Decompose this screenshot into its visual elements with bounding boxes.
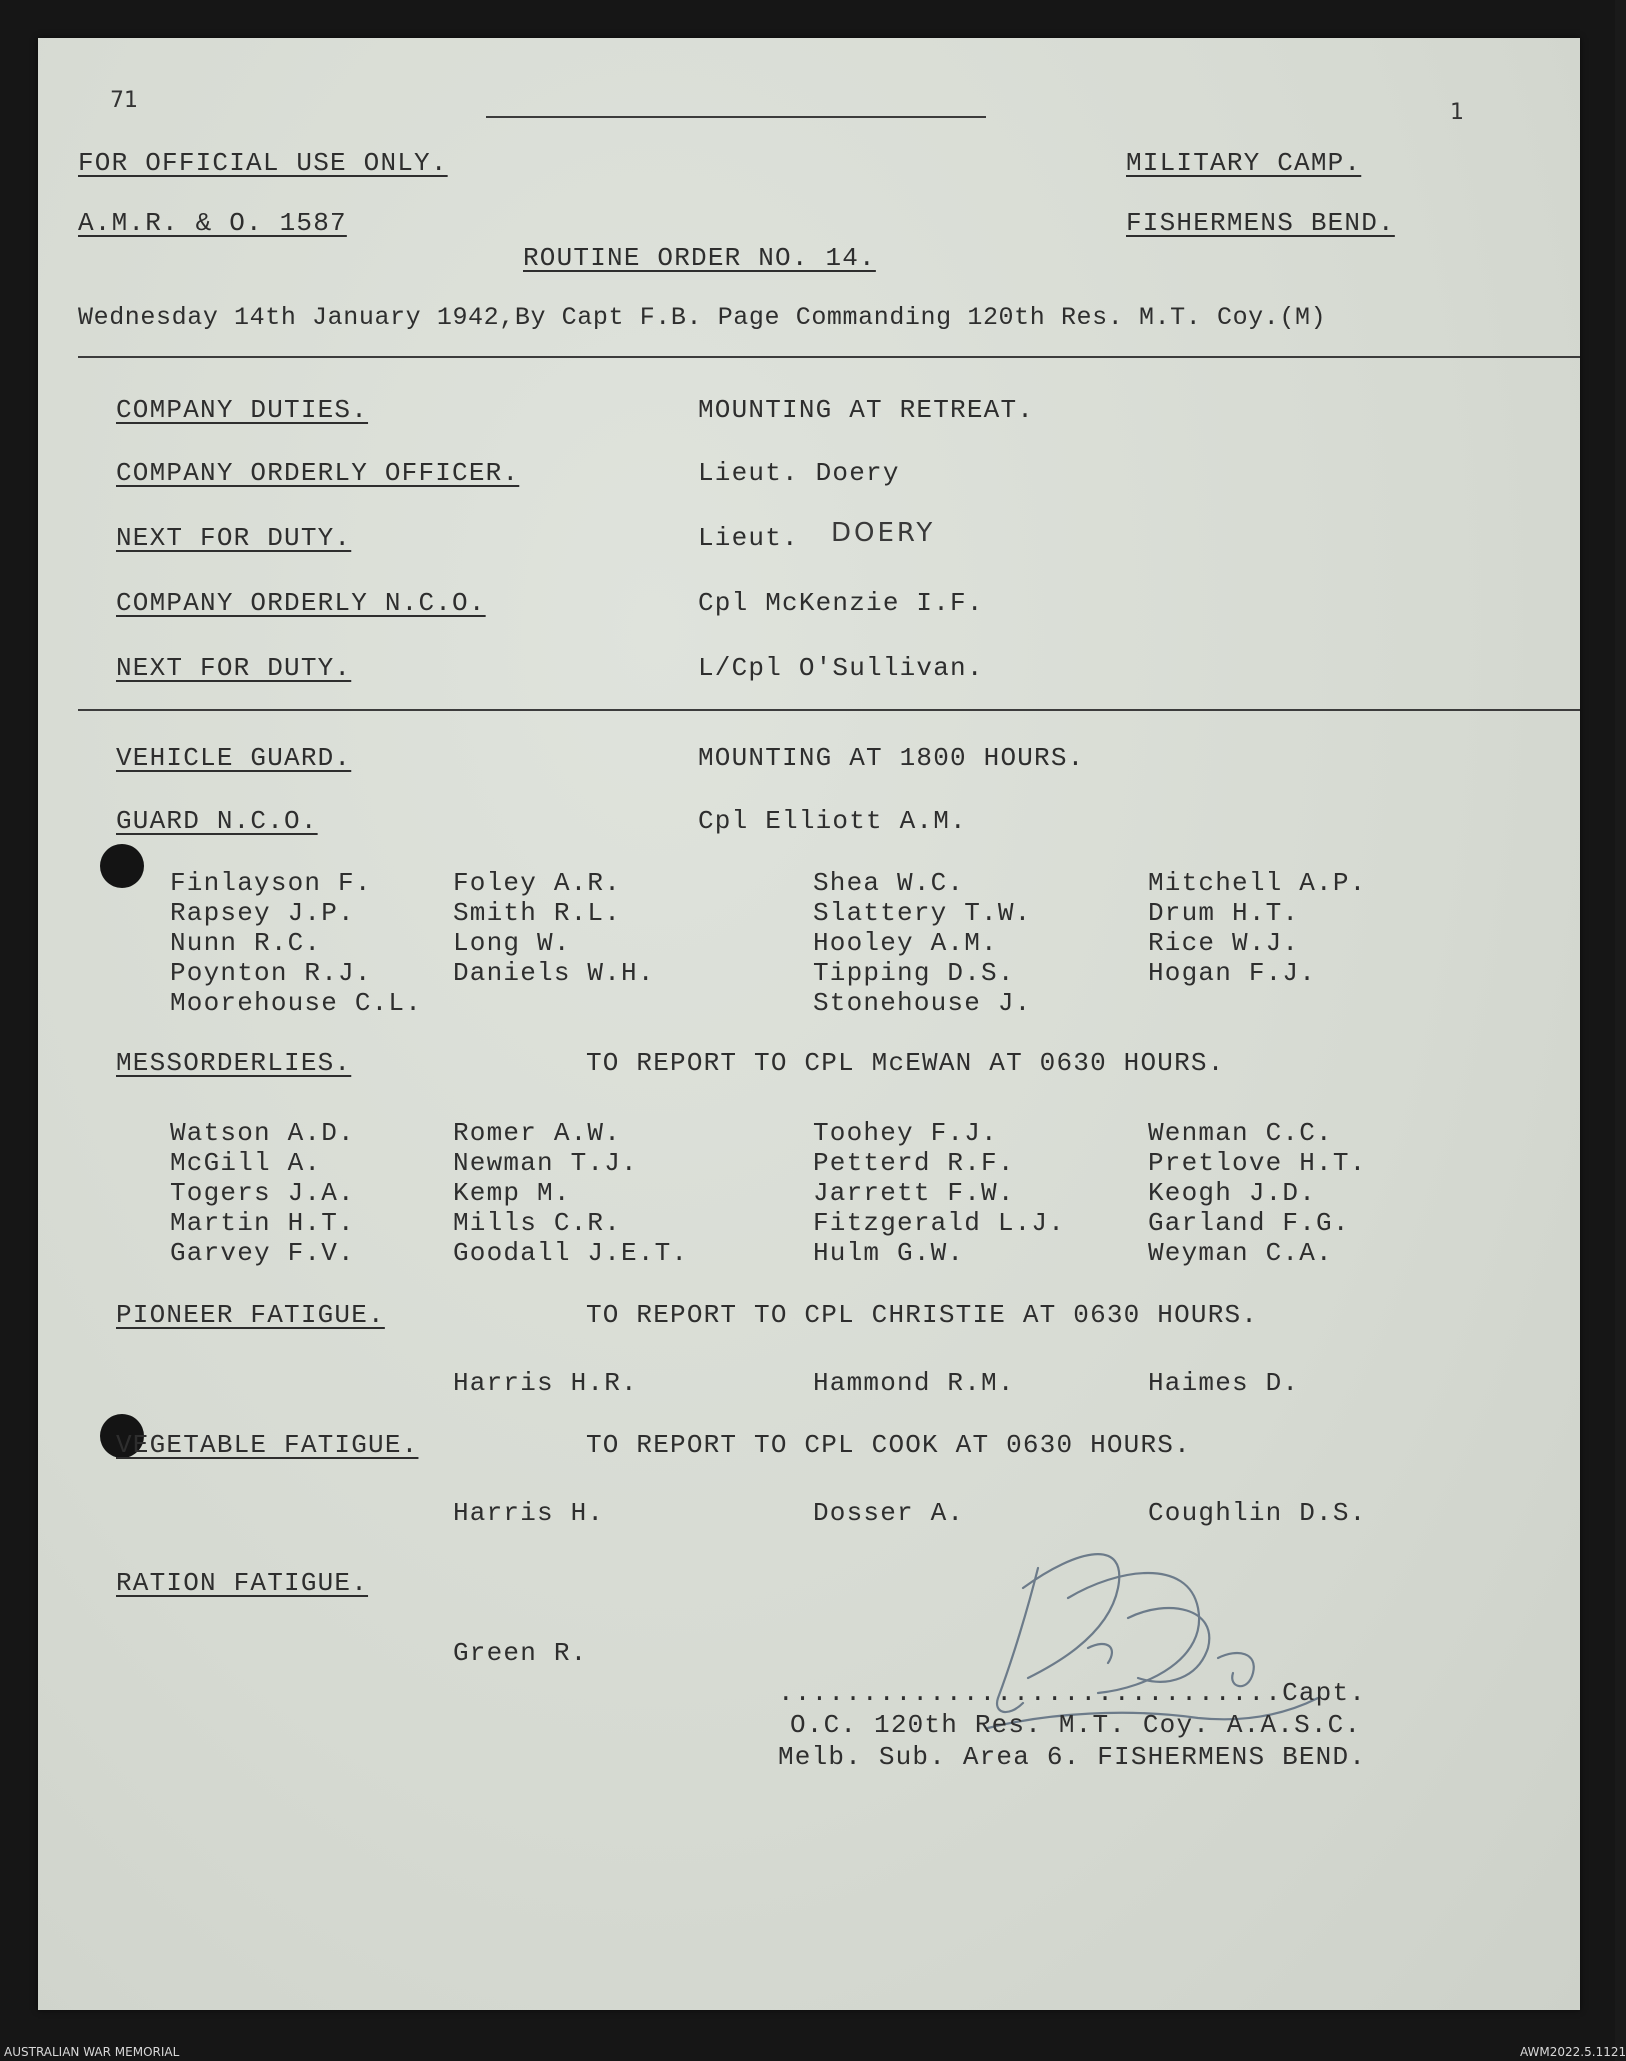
corner-mark-left: 71 xyxy=(110,88,138,113)
list-item: Foley A.R. xyxy=(453,868,622,898)
list-item: Stonehouse J. xyxy=(813,988,1032,1018)
official-use-label: FOR OFFICIAL USE ONLY. xyxy=(78,148,448,178)
list-item: Hulm G.W. xyxy=(813,1238,965,1268)
list-item: Martin H.T. xyxy=(170,1208,355,1238)
list-item: Newman T.J. xyxy=(453,1148,638,1178)
duty-value: Lieut. xyxy=(698,523,799,553)
list-item: Watson A.D. xyxy=(170,1118,355,1148)
list-item: Rice W.J. xyxy=(1148,928,1300,958)
list-item: Green R. xyxy=(453,1638,588,1668)
document-sheet xyxy=(38,38,1580,2010)
list-item: Keogh J.D. xyxy=(1148,1178,1317,1208)
vehicle-guard-value: MOUNTING AT 1800 HOURS. xyxy=(698,743,1085,773)
list-item: Nunn R.C. xyxy=(170,928,322,958)
signature-location: Melb. Sub. Area 6. FISHERMENS BEND. xyxy=(778,1742,1367,1772)
pioneer-fatigue-instruction: TO REPORT TO CPL CHRISTIE AT 0630 HOURS. xyxy=(586,1300,1259,1330)
duty-value: Cpl McKenzie I.F. xyxy=(698,588,984,618)
handwritten-name: DOERY xyxy=(831,518,936,548)
list-item: Goodall J.E.T. xyxy=(453,1238,689,1268)
list-item: Kemp M. xyxy=(453,1178,571,1208)
form-number: A.M.R. & O. 1587 xyxy=(78,208,347,238)
guard-nco-label: GUARD N.C.O. xyxy=(116,806,318,836)
list-item: Shea W.C. xyxy=(813,868,965,898)
vegetable-fatigue-label: VEGETABLE FATIGUE. xyxy=(116,1430,419,1460)
pioneer-fatigue-label: PIONEER FATIGUE. xyxy=(116,1300,385,1330)
list-item: Hooley A.M. xyxy=(813,928,998,958)
list-item: Haimes D. xyxy=(1148,1368,1300,1398)
list-item: Coughlin D.S. xyxy=(1148,1498,1367,1528)
vehicle-guard-label: VEHICLE GUARD. xyxy=(116,743,352,773)
list-item: Long W. xyxy=(453,928,571,958)
list-item: Toohey F.J. xyxy=(813,1118,998,1148)
order-subtitle: Wednesday 14th January 1942,By Capt F.B. Page Commanding 120th Res. M.T. Coy.(M) xyxy=(78,303,1327,332)
duty-value: Lieut. Doery xyxy=(698,458,900,488)
list-item: Rapsey J.P. xyxy=(170,898,355,928)
list-item: Harris H.R. xyxy=(453,1368,638,1398)
camp-location: FISHERMENS BEND. xyxy=(1126,208,1395,238)
ration-fatigue-label: RATION FATIGUE. xyxy=(116,1568,369,1598)
list-item: Harris H. xyxy=(453,1498,605,1528)
list-item: Romer A.W. xyxy=(453,1118,622,1148)
list-item: Fitzgerald L.J. xyxy=(813,1208,1066,1238)
list-item: Mills C.R. xyxy=(453,1208,622,1238)
duty-label: NEXT FOR DUTY. xyxy=(116,523,352,553)
list-item: Drum H.T. xyxy=(1148,898,1300,928)
guard-nco-value: Cpl Elliott A.M. xyxy=(698,806,967,836)
list-item: Wenman C.C. xyxy=(1148,1118,1333,1148)
messorderlies-instruction: TO REPORT TO CPL McEWAN AT 0630 HOURS. xyxy=(586,1048,1225,1078)
list-item: Poynton R.J. xyxy=(170,958,372,988)
vegetable-fatigue-instruction: TO REPORT TO CPL COOK AT 0630 HOURS. xyxy=(586,1430,1191,1460)
duty-label: NEXT FOR DUTY. xyxy=(116,653,352,683)
duty-label: COMPANY ORDERLY N.C.O. xyxy=(116,588,486,618)
messorderlies-label: MESSORDERLIES. xyxy=(116,1048,352,1078)
list-item: Moorehouse C.L. xyxy=(170,988,423,1018)
list-item: Smith R.L. xyxy=(453,898,622,928)
duty-value: MOUNTING AT RETREAT. xyxy=(698,395,1035,425)
order-title: ROUTINE ORDER NO. 14. xyxy=(523,243,876,273)
list-item: Mitchell A.P. xyxy=(1148,868,1367,898)
list-item: Hammond R.M. xyxy=(813,1368,1015,1398)
list-item: Finlayson F. xyxy=(170,868,372,898)
list-item: Pretlove H.T. xyxy=(1148,1148,1367,1178)
duty-label: COMPANY DUTIES. xyxy=(116,395,369,425)
list-item: Petterd R.F. xyxy=(813,1148,1015,1178)
list-item: Dosser A. xyxy=(813,1498,965,1528)
list-item: Jarrett F.W. xyxy=(813,1178,1015,1208)
list-item: Garland F.G. xyxy=(1148,1208,1350,1238)
camp-name: MILITARY CAMP. xyxy=(1126,148,1362,178)
footer-institution: AUSTRALIAN WAR MEMORIAL xyxy=(4,2045,180,2059)
duty-label: COMPANY ORDERLY OFFICER. xyxy=(116,458,520,488)
list-item: McGill A. xyxy=(170,1148,322,1178)
signature-title: O.C. 120th Res. M.T. Coy. A.A.S.C. xyxy=(790,1710,1362,1740)
duty-value: L/Cpl O'Sullivan. xyxy=(698,653,984,683)
punch-hole-upper xyxy=(100,844,144,888)
list-item: Daniels W.H. xyxy=(453,958,655,988)
list-item: Togers J.A. xyxy=(170,1178,355,1208)
list-item: Weyman C.A. xyxy=(1148,1238,1333,1268)
list-item: Garvey F.V. xyxy=(170,1238,355,1268)
corner-mark-right: 1 xyxy=(1450,100,1464,125)
signature-line: ..............................Capt. xyxy=(778,1678,1367,1708)
section-rule-1 xyxy=(78,356,1580,358)
top-rule xyxy=(486,116,986,118)
list-item: Slattery T.W. xyxy=(813,898,1032,928)
section-rule-2 xyxy=(78,709,1580,711)
footer-accession: AWM2022.5.1121 xyxy=(1520,2045,1626,2059)
list-item: Hogan F.J. xyxy=(1148,958,1317,988)
list-item: Tipping D.S. xyxy=(813,958,1015,988)
